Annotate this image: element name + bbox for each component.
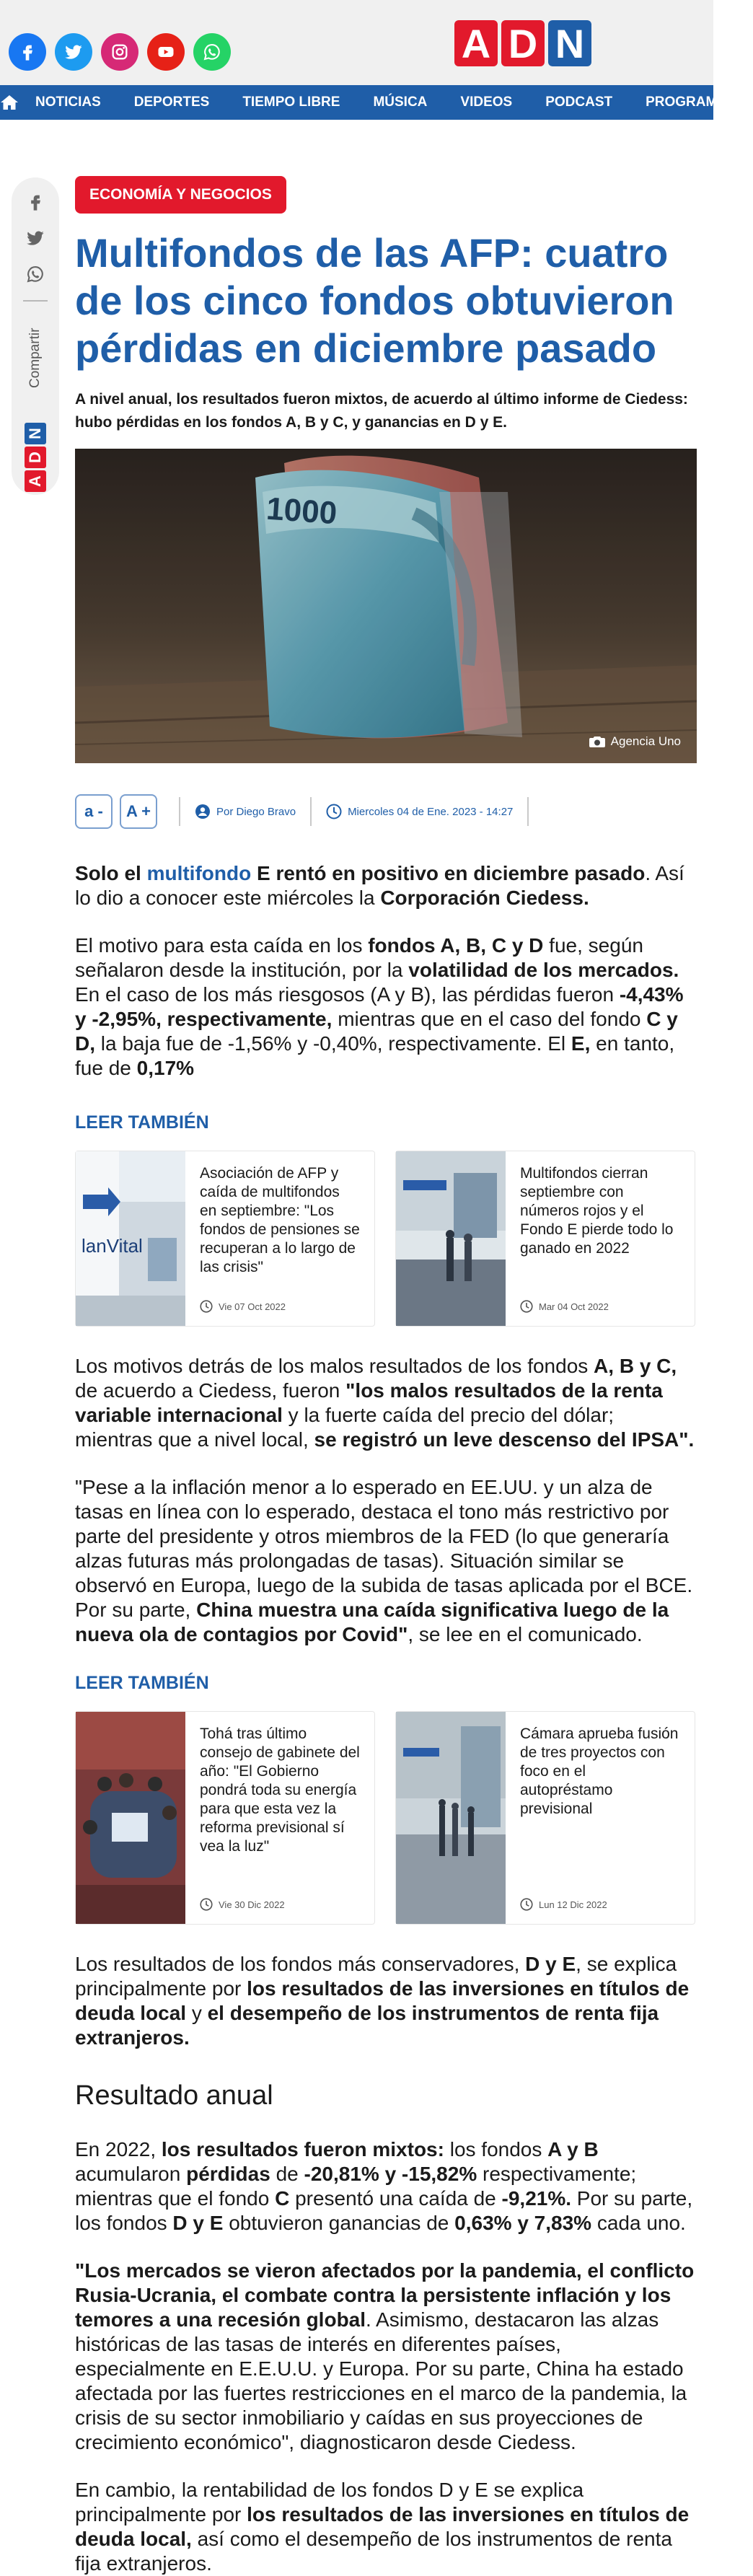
clock-icon: [326, 804, 342, 819]
article-lead: A nivel anual, los resultados fueron mixtos, de acuerdo al último informe de Ciedess: hubo pérdidas en los fondos A, B y C, y ganancias en D y E.: [75, 391, 688, 431]
related-card-title: Multifondos cierran septiembre con números rojos y el Fondo E pierde todo lo ganado en 2022: [520, 1165, 674, 1257]
instagram-icon[interactable]: [101, 33, 138, 71]
text: En cambio, la rentabilidad de los fondos D y E se explica principalmente por: [75, 2479, 584, 2526]
share-divider: [23, 300, 48, 302]
related-card-date: [520, 1898, 680, 1911]
text: obtuvieron ganancias de: [223, 2212, 455, 2234]
text: Los resultados de los fondos más conservadores,: [75, 1953, 526, 1975]
related-card[interactable]: [395, 1151, 695, 1327]
nav-item-musica[interactable]: MÚSICA: [373, 94, 428, 110]
text: la baja fue de -1,56% y -0,40%, respectivamente. El: [95, 1032, 571, 1055]
related-card-title: Asociación de AFP y caída de multifondos en septiembre: "Los fondos de pensiones se recuperan a lo largo de las crisis": [200, 1165, 360, 1275]
facebook-icon[interactable]: [9, 33, 46, 71]
related-card-date-text: Vie 30 Dic 2022: [219, 1899, 285, 1910]
publish-date: [326, 804, 513, 819]
main-nav: [0, 85, 736, 120]
nav-item-programas[interactable]: PROGRAMAS: [646, 94, 736, 110]
nav-item-deportes[interactable]: DEPORTES: [133, 94, 210, 110]
bold-text: A, B y C,: [594, 1355, 677, 1377]
text: respectivamente; mientras que el fondo: [75, 2163, 637, 2210]
user-icon: [195, 804, 211, 819]
text: . Así lo dio a conocer este miércoles la: [75, 862, 684, 909]
bold-text: -4,43% y -2,95%, respectivamente,: [75, 983, 684, 1030]
clock-icon: [200, 1898, 213, 1911]
share-label: Compartir: [27, 328, 43, 388]
adn-mini-logo: [25, 423, 46, 492]
text: acumularon: [75, 2163, 187, 2185]
bold-text: C y D,: [75, 1008, 678, 1055]
bold-text: fondos A, B, C y D: [368, 934, 544, 957]
bold-text: 0,63% y 7,83%: [454, 2212, 592, 2234]
banknotes-illustration: [75, 449, 697, 763]
related-card-title: Cámara aprueba fusión de tres proyectos con foco en el autopréstamo previsional: [520, 1726, 679, 1817]
share-whatsapp-icon[interactable]: [22, 261, 48, 287]
related-thumbnail: [396, 1712, 506, 1924]
nav-item-noticias[interactable]: NOTICIAS: [35, 94, 101, 110]
font-increase-button[interactable]: A +: [120, 794, 157, 829]
text: En 2022,: [75, 2138, 162, 2160]
paragraph: [75, 861, 697, 910]
text: y: [186, 2002, 208, 2024]
clock-icon: [520, 1898, 533, 1911]
related-card[interactable]: [75, 1711, 375, 1925]
whatsapp-icon[interactable]: [193, 33, 231, 71]
bold-text: E,: [571, 1032, 591, 1055]
text: los fondos: [444, 2138, 548, 2160]
text: El motivo para esta caída en los: [75, 934, 369, 957]
related-cards: [75, 1711, 697, 1925]
text: fue, según señalaron desde la institución, por la: [75, 934, 643, 981]
paragraph: [75, 1952, 697, 2050]
text: Los motivos detrás de los malos resultados de los fondos: [75, 1355, 594, 1377]
logo-letter: N: [25, 423, 46, 444]
paragraph: [75, 1354, 697, 1452]
related-card-date: [200, 1898, 360, 1911]
related-card[interactable]: [75, 1151, 375, 1327]
clock-icon: [200, 1300, 213, 1313]
font-decrease-button[interactable]: a -: [75, 794, 113, 829]
text: En el caso de los más riesgosos (A y B), las pérdidas fueron: [75, 983, 620, 1006]
article-title: Multifondos de las AFP: cuatro de los cinco fondos obtuvieron pérdidas en diciembre pasado: [75, 230, 674, 371]
text: mientras que en el caso del fondo: [332, 1008, 647, 1030]
bold-text: se registró un leve descenso del IPSA".: [314, 1428, 695, 1451]
related-card-body: [506, 1712, 695, 1924]
logo-letter: A: [454, 20, 498, 66]
section-heading: Resultado anual: [75, 2080, 273, 2111]
paragraph: [75, 1475, 697, 1647]
share-twitter-icon[interactable]: [22, 225, 48, 251]
logo-letter: D: [501, 20, 545, 66]
paragraph: [75, 2259, 697, 2455]
related-card-date-text: Lun 12 Dic 2022: [539, 1899, 607, 1910]
read-also-heading: LEER TAMBIÉN: [75, 1673, 209, 1693]
article: [75, 176, 697, 2576]
logo-letter: N: [548, 20, 591, 66]
related-card-body: [506, 1151, 695, 1326]
publish-date-text: Miercoles 04 de Ene. 2023 - 14:27: [348, 805, 514, 818]
related-card-body: [185, 1151, 374, 1326]
share-facebook-icon[interactable]: [22, 189, 48, 215]
related-cards: [75, 1151, 697, 1327]
paragraph: [75, 933, 697, 1081]
text: "Pese a la inflación menor a lo esperado en EE.UU. y un alza de tasas en línea con lo esperado, destaca el tono más restrictivo por parte del presidente y otros miembros de la FED (lo que generaría alzas futuras más prolongadas de tasas). Situación similar se observó en Europa, luego de la subida de tasas aplicada por el BCE. Por su parte,: [75, 1476, 693, 1621]
bold-text: A y B: [547, 2138, 599, 2160]
bold-text: Corporación Ciedess.: [380, 887, 589, 909]
related-card-date: [200, 1300, 360, 1313]
bold-text: volatilidad de los mercados.: [408, 959, 679, 981]
bold-text: los resultados de las inversiones en títulos de deuda local,: [75, 2503, 690, 2550]
image-credit: [589, 734, 681, 749]
related-card-date: [520, 1300, 680, 1313]
paragraph: [75, 2137, 697, 2236]
text: cada uno.: [591, 2212, 686, 2234]
related-card-date-text: Vie 07 Oct 2022: [219, 1301, 286, 1312]
text: , se lee en el comunicado.: [408, 1623, 643, 1645]
text: de acuerdo a Ciedess, fueron: [75, 1379, 346, 1402]
image-credit-text: Agencia Uno: [610, 734, 681, 748]
svg-text:1000: 1000: [265, 491, 338, 532]
related-card-body: [185, 1712, 374, 1924]
meta-divider: [179, 797, 180, 826]
related-thumbnail: [396, 1151, 506, 1326]
clock-icon: [520, 1300, 533, 1313]
meta-divider: [310, 797, 312, 826]
hero-image: [75, 449, 697, 763]
text: presentó una caída de: [289, 2187, 502, 2210]
nav-item-videos[interactable]: VIDEOS: [460, 94, 513, 110]
bold-text: "los malos resultados de la renta variable internacional: [75, 1379, 663, 1426]
category-badge[interactable]: ECONOMÍA Y NEGOCIOS: [75, 176, 286, 214]
bold-text: -9,21%.: [501, 2187, 572, 2210]
related-thumbnail: [76, 1712, 185, 1924]
bold-text: los resultados de las inversiones en títulos de deuda local: [75, 1977, 690, 2024]
nav-item-podcast[interactable]: PODCAST: [545, 94, 613, 110]
bold-text: pérdidas: [186, 2163, 270, 2185]
multifondo-link[interactable]: multifondo: [146, 862, 252, 884]
site-header: [0, 0, 713, 85]
bold-text: 0,17%: [136, 1057, 195, 1079]
text: así como el desempeño de los instrumentos de renta fija extranjeros.: [75, 2528, 672, 2575]
text: . Asimismo, destacaron las alzas históricas de las tasas de interés en diferentes países, especialmente en E.E.U.U. y Europa. Por su parte, China ha estado afectada por las fuertes restricciones en el marco de la pandemia, la crisis de su sector inmobiliario y caídas en sus proyecciones de crecimiento económico", diagnosticaron desde Ciedess.: [75, 2308, 687, 2453]
author[interactable]: [195, 804, 296, 819]
bold-text: -20,81% y -15,82%: [304, 2163, 477, 2185]
bold-text: Solo el: [75, 862, 147, 884]
author-name: Por Diego Bravo: [216, 805, 296, 818]
article-meta: [75, 792, 697, 831]
home-icon[interactable]: [0, 85, 19, 120]
text: Por su parte, los fondos: [75, 2187, 693, 2234]
bold-text: D y E: [172, 2212, 224, 2234]
logo-letter: A: [25, 470, 46, 492]
logo-letter: D: [25, 447, 46, 468]
bold-text: C: [275, 2187, 290, 2210]
paragraph: [75, 2478, 697, 2576]
related-card-title: Tohá tras último consejo de gabinete del año: "El Gobierno pondrá toda su energía para que esta vez la reforma previsional sí vea la luz": [200, 1726, 360, 1855]
camera-icon: [589, 735, 605, 748]
social-links: [9, 33, 231, 71]
adn-logo[interactable]: [454, 20, 591, 66]
bold-text: "Los mercados se vieron afectados por la pandemia, el conflicto Rusia-Ucrania, el combate contra la persistente inflación y los temores a una recesión global: [75, 2259, 695, 2331]
text: de: [270, 2163, 304, 2185]
bold-text: D y E: [525, 1953, 576, 1975]
related-card[interactable]: [395, 1711, 695, 1925]
twitter-icon[interactable]: [55, 33, 92, 71]
meta-divider: [527, 797, 529, 826]
share-sidebar: [12, 177, 59, 495]
bold-text: China muestra una caída significativa luego de la nueva ola de contagios por Covid": [75, 1599, 669, 1645]
svg-text:lanVital: lanVital: [82, 1235, 143, 1257]
text: y la fuerte caída del precio del dólar; mientras que a nivel local,: [75, 1404, 615, 1451]
youtube-icon[interactable]: [147, 33, 185, 71]
text: , se explica principalmente por: [75, 1953, 677, 2000]
related-card-date-text: Mar 04 Oct 2022: [539, 1301, 609, 1312]
nav-item-tiempo-libre[interactable]: TIEMPO LIBRE: [242, 94, 340, 110]
bold-text: el desempeño de los instrumentos de renta fija extranjeros.: [75, 2002, 659, 2049]
bold-text: los resultados fueron mixtos:: [161, 2138, 444, 2160]
text: en tanto, fue de: [75, 1032, 675, 1079]
related-thumbnail: [76, 1151, 185, 1326]
read-also-heading: LEER TAMBIÉN: [75, 1112, 209, 1133]
bold-text: E rentó en positivo en diciembre pasado: [251, 862, 646, 884]
